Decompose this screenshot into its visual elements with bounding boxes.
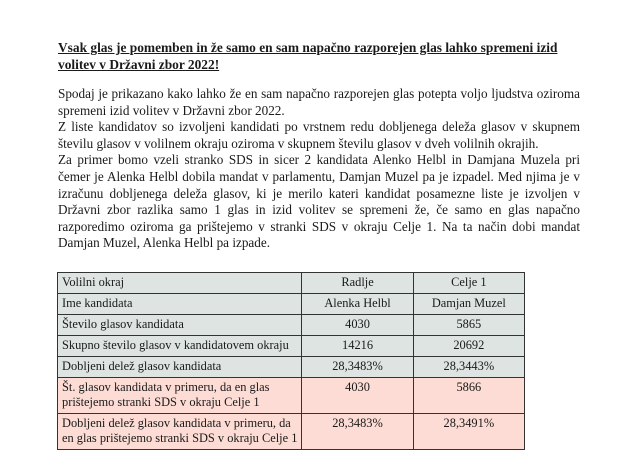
cell-celje: 5866 xyxy=(413,378,524,414)
cell-radlje: 28,3483% xyxy=(302,414,413,450)
cell-radlje: 4030 xyxy=(302,315,413,336)
cell-radlje: 4030 xyxy=(302,378,413,414)
paragraph: Za primer bomo vzeli stranko SDS in sicer 2 kandidata Alenko Helbl in Damjana Muzela pri čemer je Alenka Helbl dobila mandat v parlamentu, Damjan Muzel pa je izpadel. Med njima je v izračunu dobljenega deleža glasov, ki je merilo kateri kandidat posamezne liste je izvoljen v Državni zbor razlika samo 1 glas in izid volitev se spremeni že, če samo en glas napačno razporedimo oziroma ga prištejemo v stranki SDS v okraju Celje 1. Na ta način dobi mandat Damjan Muzel, Alenka Helbl pa izpade. xyxy=(58,152,580,251)
row-label: Dobljeni delež glasov kandidata xyxy=(58,357,302,378)
cell-celje: 28,3491% xyxy=(413,414,524,450)
body-text xyxy=(58,86,580,252)
paragraph: Spodaj je prikazano kako lahko že en sam napačno razporejen glas potepta voljo ljudstva oziroma spremeni izid volitev v Državni zbor 2022. xyxy=(58,86,580,118)
cell-radlje: 28,3483% xyxy=(302,357,413,378)
cell-celje: Celje 1 xyxy=(413,273,524,294)
row-label: Volilni okraj xyxy=(58,273,302,294)
row-label: Št. glasov kandidata v primeru, da en glas prištejemo stranki SDS v okraju Celje 1 xyxy=(58,378,302,414)
cell-celje: 5865 xyxy=(413,315,524,336)
table-row xyxy=(58,294,525,315)
table-row xyxy=(58,414,525,450)
row-label: Dobljeni delež glasov kandidata v primeru, da en glas prištejemo stranki SDS v okraju Celje 1 xyxy=(58,414,302,450)
document-title: Vsak glas je pomemben in že samo en sam napačno razporejen glas lahko spremeni izid volitev v Državni zbor 2022! xyxy=(58,40,558,72)
row-label: Ime kandidata xyxy=(58,294,302,315)
paragraph: Z liste kandidatov so izvoljeni kandidati po vrstnem redu dobljenega deleža glasov v skupnem številu glasov v volilnem okraju oziroma v skupnem številu glasov v dveh volilnih okrajih. xyxy=(58,119,580,151)
table-row xyxy=(58,357,525,378)
row-label: Število glasov kandidata xyxy=(58,315,302,336)
table-row xyxy=(58,378,525,414)
cell-radlje: Alenka Helbl xyxy=(302,294,413,315)
cell-celje: 28,3443% xyxy=(413,357,524,378)
cell-radlje: 14216 xyxy=(302,336,413,357)
cell-celje: 20692 xyxy=(413,336,524,357)
results-table xyxy=(57,272,525,450)
row-label: Skupno število glasov v kandidatovem okraju xyxy=(58,336,302,357)
table-row xyxy=(58,336,525,357)
cell-radlje: Radlje xyxy=(302,273,413,294)
table-row xyxy=(58,273,525,294)
table-row xyxy=(58,315,525,336)
cell-celje: Damjan Muzel xyxy=(413,294,524,315)
